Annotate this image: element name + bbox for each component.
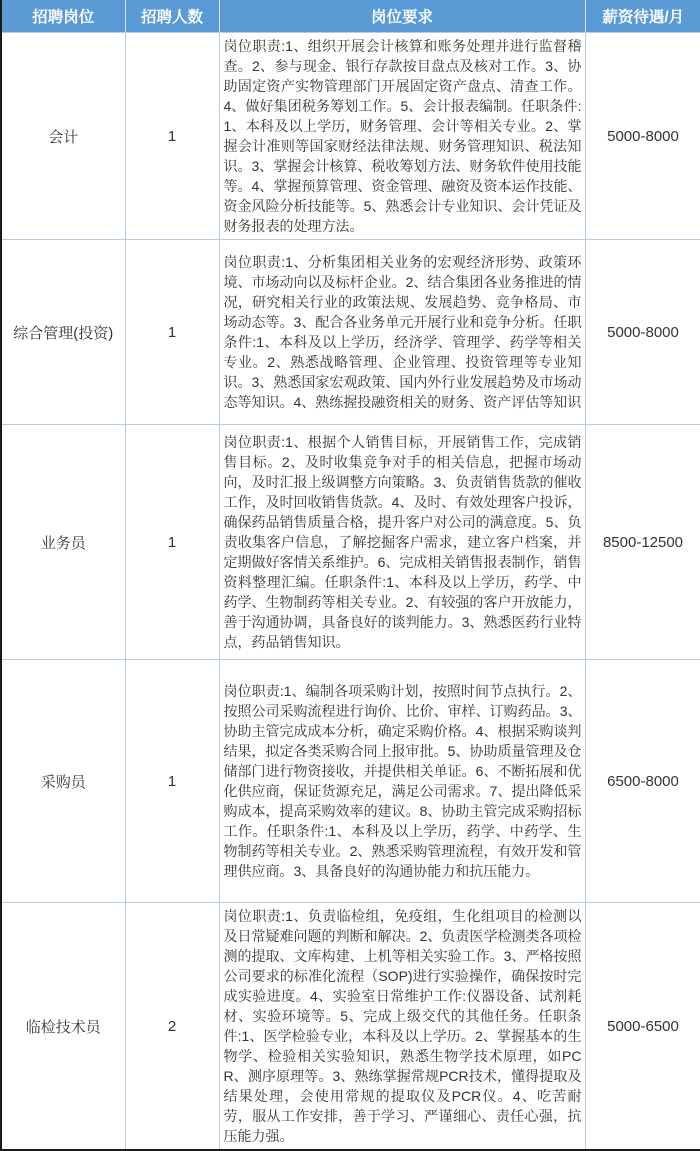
position-cell: 综合管理(投资) (1, 240, 125, 425)
requirements-cell: 岗位职责:1、分析集团相关业务的宏观经济形势、政策环境、市场动向以及标杆企业。2、结合集团各业务推进的情况，研究相关行业的政策法规、发展趋势、竞争格局、市场动态等。3、配合各业务单元开展行业和竞争分析。任职条件:1、本科及以上学历，经济学、管理学、药学等相关专业。2、熟悉战略管理、企业管理、投资管理等专业知识。3、熟悉国家宏观政策、国内外行业发展趋势及市场动态等知识。4、熟练握投融资相关的财务、资产评估等知识 (219, 240, 585, 425)
position-cell: 采购员 (1, 660, 125, 903)
header-salary: 薪资待遇/月 (585, 0, 700, 33)
headcount-cell: 1 (125, 660, 219, 903)
header-headcount: 招聘人数 (125, 0, 219, 33)
position-cell: 会计 (1, 33, 125, 240)
salary-cell: 5000-6500 (585, 903, 700, 1151)
requirements-cell: 岗位职责:1、组织开展会计核算和账务处理并进行监督稽查。2、参与现金、银行存款按目盘点及核对工作。3、协助固定资产实物管理部门开展固定资产盘点、清查工作。4、做好集团税务筹划工作。5、会计报表编制。任职条件:1、本科及以上学历，财务管理、会计等相关专业。2、掌握会计准则等国家财经法律法规、财务管理知识、税法知识。3、掌握会计核算、税收筹划方法、财务软件使用技能等。4、掌握预算管理、资金管理、融资及资本运作技能、资金风险分析技能等。5、熟悉会计专业知识、会计凭证及财务报表的处理方法。 (219, 33, 585, 240)
job-table-body (1, 33, 700, 1151)
headcount-cell: 1 (125, 33, 219, 240)
salary-cell: 5000-8000 (585, 33, 700, 240)
table-row (1, 660, 700, 903)
headcount-cell: 1 (125, 425, 219, 660)
headcount-cell: 2 (125, 903, 219, 1151)
position-cell: 临检技术员 (1, 903, 125, 1151)
table-row (1, 240, 700, 425)
header-row (1, 0, 700, 33)
requirements-cell: 岗位职责:1、编制各项采购计划，按照时间节点执行。2、按照公司采购流程进行询价、比价、审样、订购药品。3、协助主管完成成本分析，确定采购价格。4、根据采购谈判结果，拟定各类采购合同上报审批。5、协助质量管理及仓储部门进行物资接收，并提供相关单证。6、不断拓展和优化供应商，保证货源充足，满足公司需求。7、提出降低采购成本，提高采购效率的建议。8、协助主管完成采购招标工作。任职条件:1、本科及以上学历，药学、中药学、生物制药等相关专业。2、熟悉采购管理流程，有效开发和管理供应商。3、具备良好的沟通协能力和抗压能力。 (219, 660, 585, 903)
salary-cell: 8500-12500 (585, 425, 700, 660)
header-requirements: 岗位要求 (219, 0, 585, 33)
position-cell: 业务员 (1, 425, 125, 660)
headcount-cell: 1 (125, 240, 219, 425)
table-row (1, 903, 700, 1151)
salary-cell: 5000-8000 (585, 240, 700, 425)
requirements-cell: 岗位职责:1、负责临检组，免疫组，生化组项目的检测以及日常疑难问题的判断和解决。2、负责医学检测类各项检测的提取、文库构建、上机等相关实验工作。3、严格按照公司要求的标准化流程（SOP)进行实验操作，确保按时完成实验进度。4、实验室日常维护工作:仪器设备、试剂耗材、实验环境等。5、完成上级交代的其他任务。任职条件:1、医学检验专业，本科及以上学历。2、掌握基本的生物学、检验相关实验知识，熟悉生物学技术原理，如PCR、测序原理等。3、熟练掌握常规PCR技术，懂得提取及结果处理，会使用常规的提取仪及PCR仪。4、吃苦耐劳，服从工作安排，善于学习、严谨细心、责任心强，抗压能力强。 (219, 903, 585, 1151)
table-row (1, 425, 700, 660)
header-position: 招聘岗位 (1, 0, 125, 33)
requirements-cell: 岗位职责:1、根据个人销售目标，开展销售工作，完成销售目标。2、及时收集竞争对手的相关信息，把握市场动向，及时汇报上级调整方向策略。3、负责销售货款的催收工作，及时回收销售货款。4、及时、有效处理客户投诉，确保药品销售质量合格，提升客户对公司的满意度。5、负责收集客户信息，了解挖掘客户需求，建立客户档案，并定期做好客情关系维护。6、完成相关销售报表制作，销售资料整理汇编。任职条件:1、本科及以上学历，药学、中药学、生物制药等相关专业。2、有较强的客户开放能力，善于沟通协调，具备良好的谈判能力。3、熟悉医药行业特点，药品销售知识。 (219, 425, 585, 660)
table-row (1, 33, 700, 240)
salary-cell: 6500-8000 (585, 660, 700, 903)
